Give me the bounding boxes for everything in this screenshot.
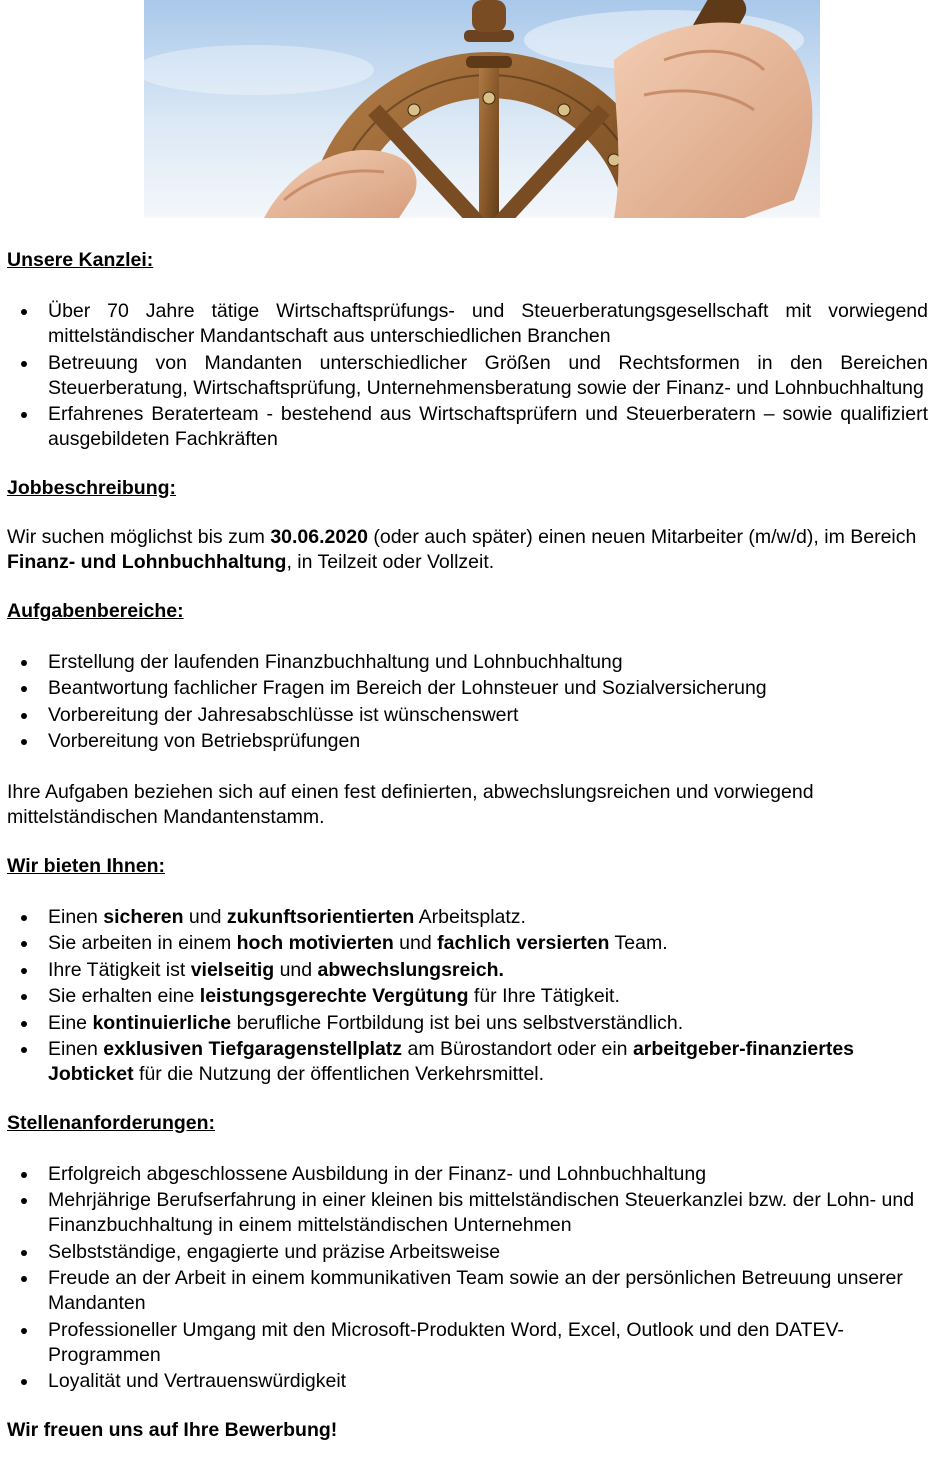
- list-kanzlei: [7, 299, 928, 452]
- heading-wir-bieten: Wir bieten Ihnen:: [7, 854, 165, 877]
- list-anforderungen: [7, 1162, 928, 1395]
- list-item: Mehrjährige Berufserfahrung in einer kleinen bis mittelständischen Steuerkanzlei bzw. der Lohn- und Finanzbuchhaltung in einem mittelständischen Unternehmen: [7, 1188, 928, 1238]
- list-item: Selbstständige, engagierte und präzise Arbeitsweise: [7, 1240, 928, 1265]
- heading-stellenanforderungen: Stellenanforderungen:: [7, 1111, 216, 1134]
- list-item: Einen sicheren und zukunftsorientierten Arbeitsplatz.: [7, 905, 928, 930]
- closing-statement: Wir freuen uns auf Ihre Bewerbung!: [7, 1418, 338, 1441]
- list-item: Betreuung von Mandanten unterschiedlicher Größen und Rechtsformen in den Bereichen Steuerberatung, Wirtschaftsprüfung, Unternehmensberatung sowie der Finanz- und Lohnbuchhaltung: [7, 351, 928, 401]
- list-item: Vorbereitung von Betriebsprüfungen: [7, 729, 928, 754]
- list-item: Ihre Tätigkeit ist vielseitig und abwechslungsreich.: [7, 958, 928, 983]
- aufgaben-summary: Ihre Aufgaben beziehen sich auf einen fest definierten, abwechslungsreichen und vorwiegend mittelständischen Mandantenstamm.: [7, 780, 814, 828]
- job-description: Wir suchen möglichst bis zum 30.06.2020 (oder auch später) einen neuen Mitarbeiter (m/w/d), im Bereich Finanz- und Lohnbuchhaltung, in Teilzeit oder Vollzeit.: [7, 525, 917, 573]
- list-item: Einen exklusiven Tiefgaragenstellplatz am Bürostandort oder ein arbeitgeber-finanziertes Jobticket für die Nutzung der öffentlichen Verkehrsmittel.: [7, 1037, 928, 1087]
- list-item: Erstellung der laufenden Finanzbuchhaltung und Lohnbuchhaltung: [7, 650, 928, 675]
- list-bieten: [7, 905, 928, 1088]
- list-item: Eine kontinuierliche berufliche Fortbildung ist bei uns selbstverständlich.: [7, 1011, 928, 1036]
- document-body: [7, 248, 928, 1443]
- hero-image-ship-wheel: [144, 0, 820, 218]
- list-item: Über 70 Jahre tätige Wirtschaftsprüfungs- und Steuerberatungsgesellschaft mit vorwiegend mittelständischer Mandantschaft aus unterschiedlichen Branchen: [7, 299, 928, 349]
- list-item: Sie erhalten eine leistungsgerechte Vergütung für Ihre Tätigkeit.: [7, 984, 928, 1009]
- list-item: Beantwortung fachlicher Fragen im Bereich der Lohnsteuer und Sozialversicherung: [7, 676, 928, 701]
- heading-aufgabenbereiche: Aufgabenbereiche:: [7, 599, 184, 622]
- list-aufgaben: [7, 650, 928, 755]
- list-item: Erfolgreich abgeschlossene Ausbildung in der Finanz- und Lohnbuchhaltung: [7, 1162, 928, 1187]
- list-item: Loyalität und Vertrauenswürdigkeit: [7, 1369, 928, 1394]
- heading-kanzlei: Unsere Kanzlei:: [7, 249, 154, 271]
- list-item: Freude an der Arbeit in einem kommunikativen Team sowie an der persönlichen Betreuung unserer Mandanten: [7, 1266, 928, 1316]
- list-item: Vorbereitung der Jahresabschlüsse ist wünschenswert: [7, 703, 928, 728]
- list-item: Erfahrenes Beraterteam - bestehend aus Wirtschaftsprüfern und Steuerberatern – sowie qualifiziert ausgebildeten Fachkräften: [7, 402, 928, 452]
- list-item: Sie arbeiten in einem hoch motivierten und fachlich versierten Team.: [7, 931, 928, 956]
- heading-jobbeschreibung: Jobbeschreibung:: [7, 476, 177, 499]
- list-item: Professioneller Umgang mit den Microsoft-Produkten Word, Excel, Outlook und den DATEV-Programmen: [7, 1318, 928, 1368]
